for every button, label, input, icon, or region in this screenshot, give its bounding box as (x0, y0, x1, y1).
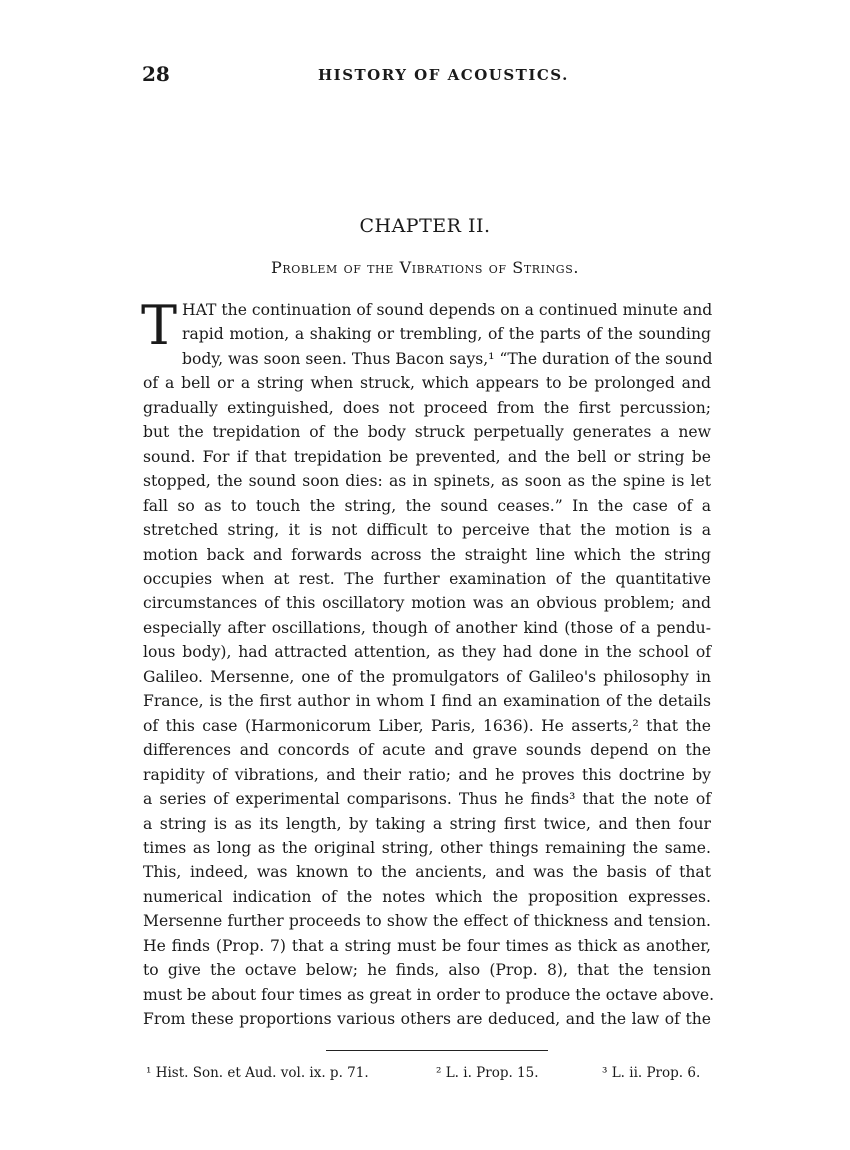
text-line: circumstances of this oscillatory motion was an obvious problem; and (143, 594, 711, 613)
footnote-1: ¹ Hist. Son. et Aud. vol. ix. p. 71. (146, 1065, 369, 1081)
text-line: From these proportions various others are deduced, and the law of the (143, 1010, 711, 1029)
text-line: lous body), had attracted attention, as they had done in the school of (143, 643, 711, 662)
text-line: to give the octave below; he finds, also (Prop. 8), that the tension (143, 961, 711, 980)
footnote-rule (326, 1050, 548, 1051)
text-line: Mersenne further proceeds to show the effect of thickness and tension. (143, 912, 711, 931)
text-line: This, indeed, was known to the ancients, and was the basis of that (143, 863, 711, 882)
text-line: must be about four times as great in order to produce the octave above. (143, 985, 715, 1004)
text-line: stretched string, it is not difficult to perceive that the motion is a (143, 521, 711, 540)
page-number: 28 (142, 62, 170, 86)
text-line: body, was soon seen. Thus Bacon says,¹ “The duration of the sound (182, 349, 713, 368)
text-line: a series of experimental comparisons. Thus he finds³ that the note of (143, 790, 711, 809)
text-line: gradually extinguished, does not proceed from the first percussion; (143, 398, 711, 417)
text-line: rapidity of vibrations, and their ratio; and he proves this doctrine by (143, 765, 711, 784)
text-line: of this case (Harmonicorum Liber, Paris, 1636). He asserts,² that the (143, 716, 711, 735)
footnote-3: ³ L. ii. Prop. 6. (602, 1065, 701, 1081)
running-head: HISTORY OF ACOUSTICS. (318, 66, 569, 84)
text-line: rapid motion, a shaking or trembling, of the parts of the sounding (182, 325, 711, 344)
text-line: fall so as to touch the string, the sound ceases.” In the case of a (143, 496, 711, 515)
text-line: numerical indication of the notes which the proposition expresses. (143, 887, 711, 906)
text-line: but the trepidation of the body struck perpetually generates a new (143, 423, 711, 442)
text-line: a string is as its length, by taking a string first twice, and then four (143, 814, 711, 833)
text-line: sound. For if that trepidation be prevented, and the bell or string be (143, 447, 711, 466)
text-line: France, is the first author in whom I find an examination of the details (143, 692, 711, 711)
body-text (141, 294, 715, 1032)
text-line: Galileo. Mersenne, one of the promulgators of Galileo's philosophy in (143, 667, 711, 686)
text-line: times as long as the original string, other things remaining the same. (143, 838, 711, 857)
text-line: motion back and forwards across the straight line which the string (143, 545, 711, 564)
chapter-subtitle: Problem of the Vibrations of Strings. (270, 258, 580, 277)
text-line: of a bell or a string when struck, which appears to be prolonged and (143, 374, 711, 393)
footnote-2: ² L. i. Prop. 15. (436, 1065, 539, 1081)
drop-cap: T (141, 294, 178, 357)
text-line: He finds (Prop. 7) that a string must be four times as thick as another, (143, 936, 711, 955)
text-line: stopped, the sound soon dies: as in spinets, as soon as the spine is let (143, 472, 711, 491)
text-line: differences and concords of acute and grave sounds depend on the (143, 741, 711, 760)
chapter-title: CHAPTER II. (359, 215, 491, 237)
text-line: especially after oscillations, though of another kind (those of a pendu- (143, 618, 711, 637)
text-line: HAT the continuation of sound depends on a continued minute and (182, 301, 713, 319)
text-line: occupies when at rest. The further examination of the quantitative (143, 569, 711, 588)
